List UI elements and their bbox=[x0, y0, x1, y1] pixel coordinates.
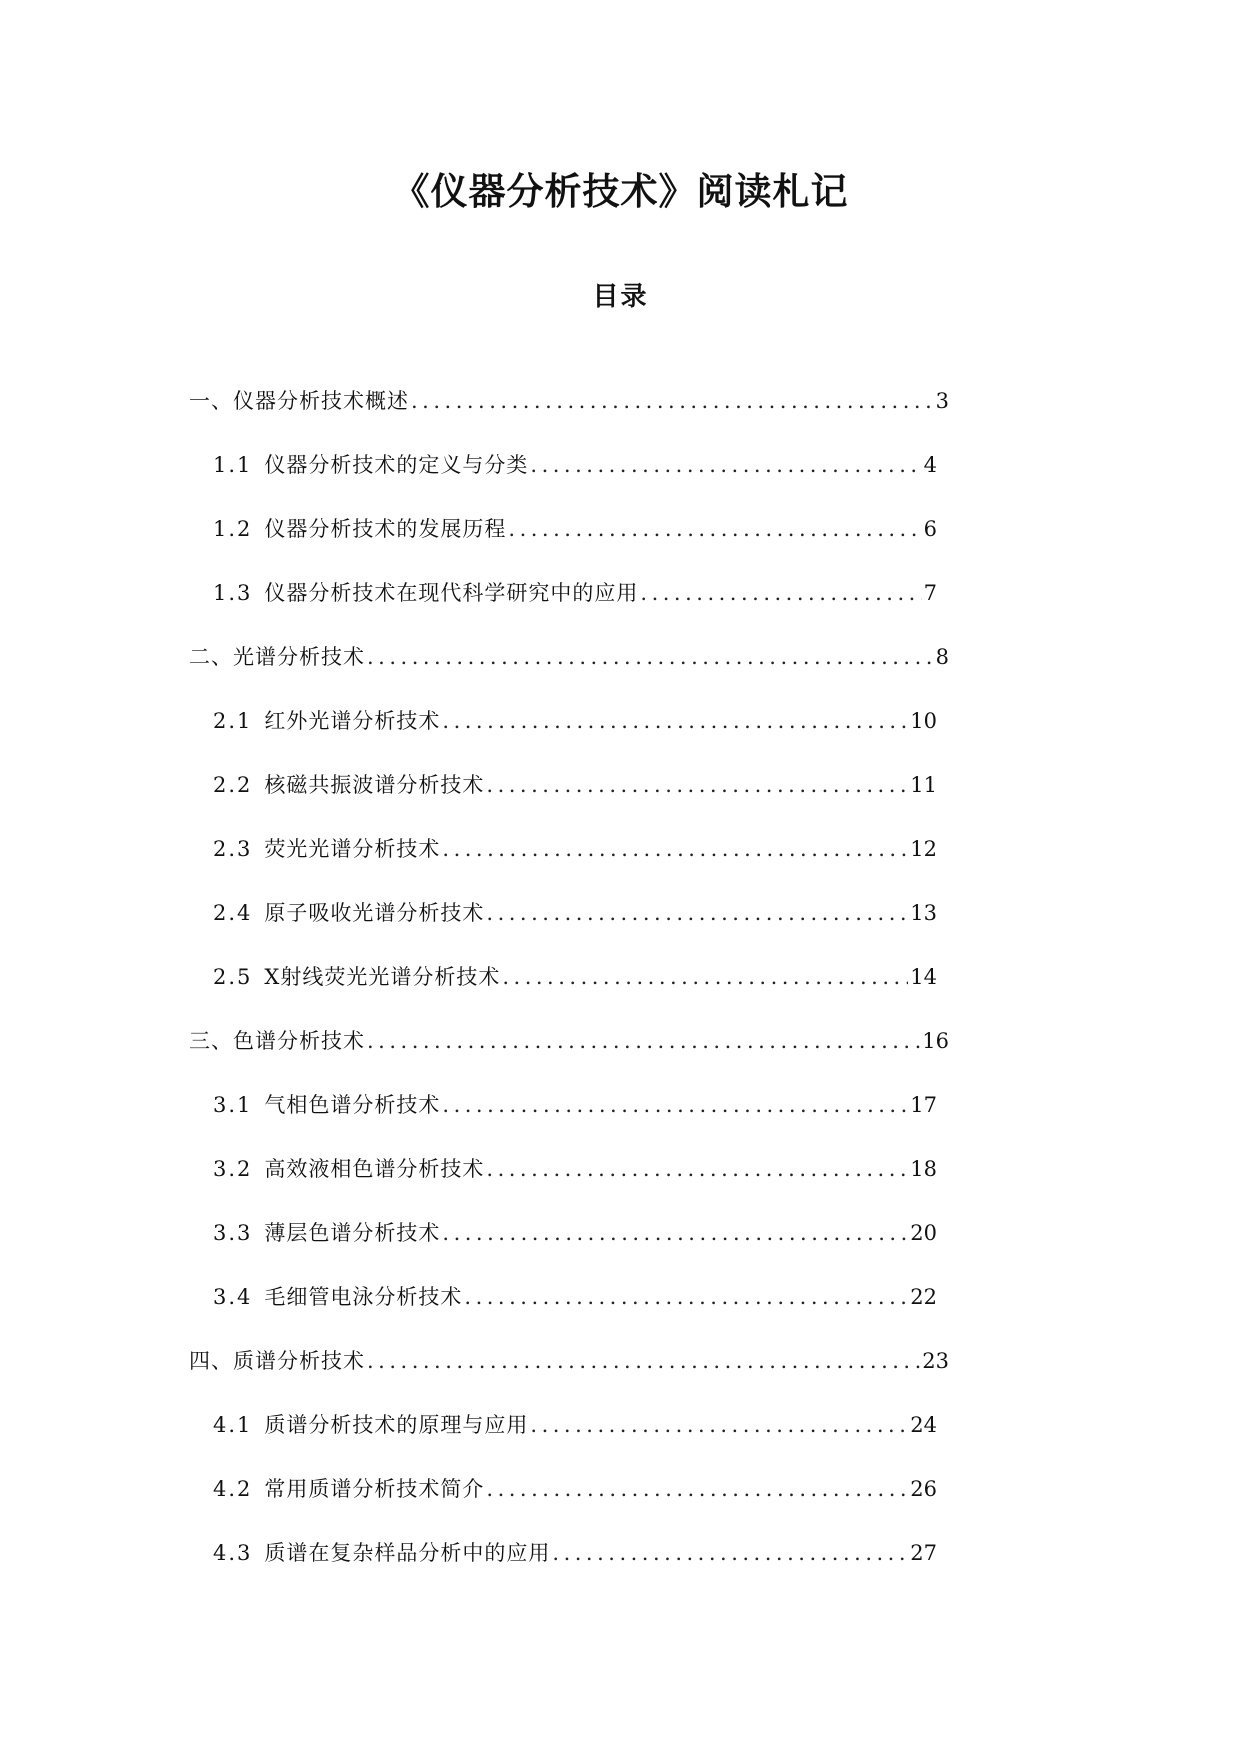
toc-dot-leader bbox=[367, 1026, 920, 1056]
toc-entry-section[interactable] bbox=[213, 578, 937, 608]
toc-entry-text: 质谱在复杂样品分析中的应用 bbox=[264, 1541, 551, 1565]
toc-entry-section[interactable] bbox=[213, 1410, 937, 1440]
toc-entry-section[interactable] bbox=[213, 898, 937, 928]
toc-page-number: 13 bbox=[910, 901, 937, 925]
toc-page-number: 12 bbox=[910, 837, 937, 861]
toc-dot-leader bbox=[442, 834, 908, 864]
toc-page-number: 4 bbox=[923, 453, 937, 477]
toc-section-number: 4.2 bbox=[213, 1477, 253, 1501]
toc-section-number: 1.3 bbox=[213, 581, 253, 605]
toc-entry-section[interactable] bbox=[213, 834, 937, 864]
toc-section-number: 3.3 bbox=[213, 1221, 253, 1245]
toc-dot-leader bbox=[367, 1346, 920, 1376]
toc-entry-chapter-1[interactable] bbox=[189, 386, 949, 416]
toc-entry-section[interactable] bbox=[213, 962, 937, 992]
toc-entry-text: 仪器分析技术在现代科学研究中的应用 bbox=[264, 581, 639, 605]
toc-page-number: 18 bbox=[910, 1157, 937, 1181]
toc-entry-text: X射线荧光光谱分析技术 bbox=[264, 965, 501, 989]
toc-page-number: 17 bbox=[910, 1093, 937, 1117]
toc-section-number: 4.3 bbox=[213, 1541, 253, 1565]
toc-entry-section[interactable] bbox=[213, 450, 937, 480]
toc-entry-text: 四、质谱分析技术 bbox=[189, 1349, 365, 1373]
toc-entry-text: 气相色谱分析技术 bbox=[264, 1093, 441, 1117]
toc-dot-leader bbox=[367, 642, 934, 672]
toc-entry-chapter-3[interactable] bbox=[189, 1026, 949, 1056]
toc-section-number: 2.4 bbox=[213, 901, 253, 925]
toc-section-number: 4.1 bbox=[213, 1413, 253, 1437]
toc-page-number: 3 bbox=[935, 389, 949, 413]
toc-entry-section[interactable] bbox=[213, 1154, 937, 1184]
toc-page-number: 10 bbox=[910, 709, 937, 733]
toc-heading: 目录 bbox=[592, 282, 649, 312]
toc-entry-text: 红外光谱分析技术 bbox=[264, 709, 441, 733]
toc-page-number: 24 bbox=[910, 1413, 937, 1437]
toc-page-number: 27 bbox=[910, 1541, 937, 1565]
toc-entry-section[interactable] bbox=[213, 706, 937, 736]
toc-dot-leader bbox=[486, 1154, 908, 1184]
toc-entry-section[interactable] bbox=[213, 1474, 937, 1504]
toc-page-number: 11 bbox=[910, 773, 937, 797]
toc-entry-section[interactable] bbox=[213, 1218, 937, 1248]
toc-entry-text: 质谱分析技术的原理与应用 bbox=[264, 1413, 529, 1437]
toc-page-number: 16 bbox=[922, 1029, 949, 1053]
toc-entry-chapter-2[interactable] bbox=[189, 642, 949, 672]
toc-section-number: 3.2 bbox=[213, 1157, 253, 1181]
toc-entry-section[interactable] bbox=[213, 1090, 937, 1120]
toc-entry-text: 核磁共振波谱分析技术 bbox=[264, 773, 485, 797]
toc-dot-leader bbox=[486, 770, 908, 800]
toc-dot-leader bbox=[552, 1538, 908, 1568]
toc-entry-text: 一、仪器分析技术概述 bbox=[189, 389, 409, 413]
toc-entry-section[interactable] bbox=[213, 1538, 937, 1568]
toc-dot-leader bbox=[442, 1090, 908, 1120]
toc-entry-text: 仪器分析技术的发展历程 bbox=[264, 517, 507, 541]
toc-entry-text: 三、色谱分析技术 bbox=[189, 1029, 365, 1053]
toc-dot-leader bbox=[411, 386, 934, 416]
toc-entry-text: 荧光光谱分析技术 bbox=[264, 837, 441, 861]
toc-page-number: 26 bbox=[910, 1477, 937, 1501]
toc-page-number: 14 bbox=[910, 965, 937, 989]
toc-dot-leader bbox=[640, 578, 921, 608]
toc-section-number: 2.2 bbox=[213, 773, 253, 797]
toc-section-number: 2.1 bbox=[213, 709, 253, 733]
toc-entry-text: 仪器分析技术的定义与分类 bbox=[264, 453, 529, 477]
toc-section-number: 1.2 bbox=[213, 517, 253, 541]
toc-section-number: 2.5 bbox=[213, 965, 253, 989]
toc-dot-leader bbox=[464, 1282, 908, 1312]
toc-dot-leader bbox=[486, 898, 908, 928]
toc-entry-text: 原子吸收光谱分析技术 bbox=[264, 901, 485, 925]
toc-entry-section[interactable] bbox=[213, 1282, 937, 1312]
toc-section-number: 2.3 bbox=[213, 837, 253, 861]
toc-page-number: 6 bbox=[923, 517, 937, 541]
toc-dot-leader bbox=[442, 706, 908, 736]
toc-dot-leader bbox=[508, 514, 921, 544]
toc-entry-text: 高效液相色谱分析技术 bbox=[264, 1157, 485, 1181]
toc-entry-text: 常用质谱分析技术简介 bbox=[264, 1477, 485, 1501]
toc-section-number: 3.1 bbox=[213, 1093, 253, 1117]
toc-page-number: 22 bbox=[910, 1285, 937, 1309]
toc-entry-text: 薄层色谱分析技术 bbox=[264, 1221, 441, 1245]
toc-page-number: 20 bbox=[910, 1221, 937, 1245]
toc-dot-leader bbox=[442, 1218, 908, 1248]
toc-dot-leader bbox=[486, 1474, 908, 1504]
document-title: 《仪器分析技术》阅读札记 bbox=[392, 169, 849, 213]
toc-entry-section[interactable] bbox=[213, 514, 937, 544]
toc-page-number: 8 bbox=[935, 645, 949, 669]
toc-entry-text: 二、光谱分析技术 bbox=[189, 645, 365, 669]
toc-section-number: 3.4 bbox=[213, 1285, 253, 1309]
toc-page-number: 23 bbox=[922, 1349, 949, 1373]
toc-dot-leader bbox=[502, 962, 908, 992]
toc-entry-text: 毛细管电泳分析技术 bbox=[264, 1285, 463, 1309]
toc-dot-leader bbox=[530, 1410, 908, 1440]
toc-page-number: 7 bbox=[923, 581, 937, 605]
toc-section-number: 1.1 bbox=[213, 453, 253, 477]
toc-dot-leader bbox=[530, 450, 921, 480]
toc-entry-section[interactable] bbox=[213, 770, 937, 800]
toc-entry-chapter-4[interactable] bbox=[189, 1346, 949, 1376]
